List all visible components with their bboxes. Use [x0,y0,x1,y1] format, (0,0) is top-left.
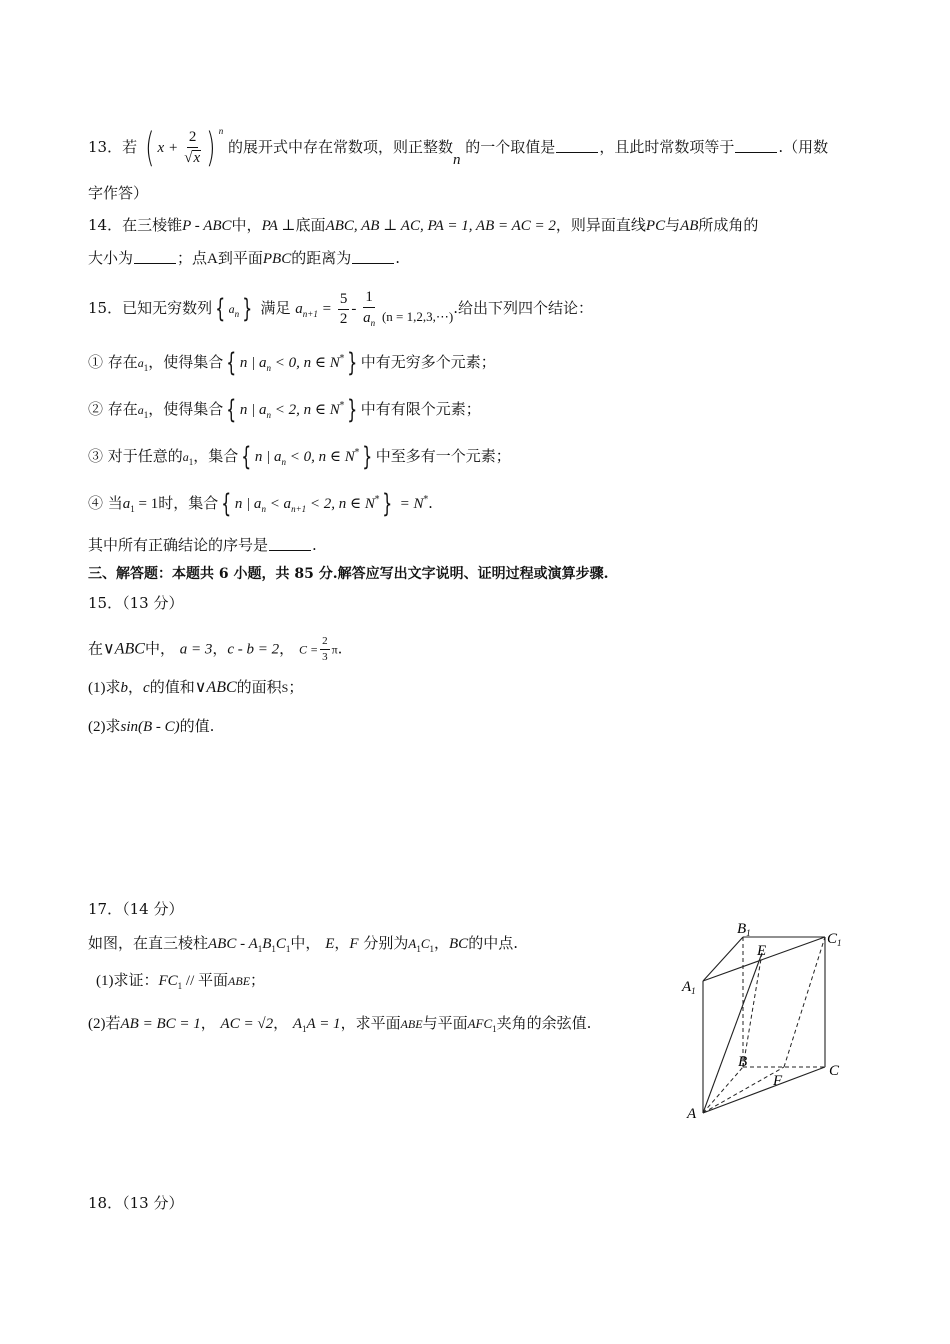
q17-text: (1)求证： [96,973,159,989]
q17-text: 平面 [198,971,229,989]
q16-text: (1)求 [88,680,121,696]
q16-text: 的值. [179,717,215,735]
label-b: B [738,1054,748,1070]
q14-text: 大小为 [88,249,134,267]
set-cond: < 0, n ∈ N [270,355,340,371]
q16-text: . [337,639,343,658]
brace-open: { [221,489,232,519]
q15-condition: (n = 1,2,3,⋯) [381,309,454,324]
q16-math: a = 3 [179,641,213,658]
brace-open: { [226,348,237,378]
c4-math: = N [395,496,424,512]
conclusion-2: ② 存在$a_1$，使得集合 { n | $a_n < 2$, n ∈ N* } 中有有限个元素； [88,395,481,425]
label-a: A [687,1106,697,1122]
q15-end-text: . [312,536,317,554]
brace-close: } [382,489,393,519]
q16-number [88,592,183,614]
frac-num: 2 [187,130,199,148]
q17-math: AB = BC = 1 [120,1016,201,1032]
a1: a [137,356,144,370]
q14-text: 中， [231,216,262,234]
q17-text: ； [250,971,266,989]
q17-math: ABE [228,974,251,988]
q17-math: A = 1 [306,1016,341,1032]
q13-text-4: ，且此时常数项等于 [599,138,735,156]
q18-num-text: 18．（13 分） [88,1194,184,1212]
q14-text: ，则异面直线 [555,216,646,234]
edge-be-hidden [743,953,762,1067]
a1: a [182,450,189,464]
q16-part2 [88,715,214,738]
q14-text: 底面 [295,216,326,234]
q13-text-3: 的一个取值是 [465,138,556,156]
q13-text: 若 [122,138,138,156]
q16-math: b [120,680,128,696]
q16-text: ； [288,678,304,696]
var-n: n [453,152,461,168]
plus-sign: + [168,140,178,156]
c4-text: . [428,494,433,512]
section3-heading [88,563,608,585]
answer-blank[interactable] [134,249,176,264]
q16-text: 的面积 [236,678,282,696]
q17-text: (2)若 [88,1016,121,1032]
minus-sign: - [351,301,357,317]
q16-math: C = [298,642,319,657]
q16-text: ， [128,678,144,696]
conclusion-1: ① 存在$a_1$，使得集合 { n | $a_n < 0$, n ∈ N* } 中有无穷多个元素； [88,348,496,378]
q17-text: ， [434,934,450,952]
prism-figure [675,915,855,1125]
q13-number: 13． [88,138,123,156]
q15-stem: 15．已知无穷数列 { $a_n$ } 满足 $a_{n+1}$ = $\frac{5}{2}$ - $\frac{1}{a_n}$ (n = 1,2,3,⋯).给出下列四个结论： [88,289,593,328]
set-cond: < 2, n ∈ N [306,496,375,512]
q16-text: 的值和 [149,678,195,696]
brace-close: } [362,442,373,472]
q17-text: 的中点. [468,934,518,952]
q14-math: AB [680,218,699,234]
edge-fc1-hidden [784,937,825,1067]
fraction-5-2 [338,292,350,327]
label-b1: $B_1$ [737,921,751,938]
q14-text: 与 [665,216,681,234]
recurrence-lhs: a [295,301,303,317]
answer-blank[interactable] [556,138,598,153]
c1-text: 中有无穷多个元素； [360,353,496,371]
edge-ab-hidden [703,1067,743,1113]
left-paren: ( [145,125,155,171]
label-a1: $A_1$ [682,979,696,996]
frac-den: a [363,310,371,326]
right-paren: ) [206,125,216,171]
set-cond: < 2, n ∈ N [270,402,340,418]
q14-text: 14．在三棱锥 [88,216,183,234]
q18-number [88,1192,183,1214]
label-c: C [829,1063,840,1079]
answer-blank[interactable] [352,249,394,264]
brace-close: } [347,395,358,425]
c4-text: 时，集合 [158,494,219,512]
q14-text: 到平面 [217,249,263,267]
q17-stem: 如图，在直三棱柱ABC - $A_1B_1C_1$中， E，F 分别为$A_1C_1$，BC的中点. [88,934,518,954]
q17-part2: (2)若AB = BC = 1， AC = √2， $A_1A = 1$，求平面ABE与平面$AFC_1$夹角的余弦值. [88,1014,592,1034]
q17-text: 夹角的余弦值. [496,1014,592,1032]
q15-end [88,534,317,556]
q13-text-6: 字作答） [88,184,149,202]
q16-text: (2)求 [88,719,121,735]
triangle-abc: ∨ABC [194,679,237,696]
q14-math: PBC [262,251,292,267]
q17-text: ， [200,1014,216,1032]
q17-math: AFC [467,1016,493,1031]
q14-math: PC [645,218,666,234]
var-x: x [157,140,165,156]
brace-close: } [242,294,253,324]
q17-text: 分别为 [363,934,409,952]
q14-text: . [395,249,401,267]
q17-text: 与平面 [422,1014,468,1032]
q14-text: 所成角的 [698,216,759,234]
q16-math: sin(B - C) [120,719,180,735]
q17-math: ABE [400,1017,423,1031]
c2-text: 中有有限个元素； [360,400,481,418]
conclusion-3: ③ 对于任意的$a_1$，集合 { n | $a_n < 0$, n ∈ N* } 中至多有一个元素； [88,442,511,472]
frac-num: 1 [363,290,375,308]
c4-text: ④ 当 [88,494,123,512]
q13-text-2: 的展开式中存在常数项，则正整数 [228,138,454,156]
sqrt-x: x [193,150,201,166]
q14-math: P - ABC [182,218,232,234]
q16-text: ， [279,639,295,658]
q16-math: c - b = 2 [227,641,280,658]
q17-math: AC = √2 [220,1016,274,1032]
answer-blank[interactable] [735,138,777,153]
q14-line2 [88,247,400,270]
q17-num-text: 17．（14 分） [88,900,184,918]
frac-num: 2 [320,636,330,650]
q17-text: ， [334,934,350,952]
q14-text: ；点 [177,249,208,267]
q14-math: A [207,251,218,267]
c2-text: ② 存在 [88,400,138,418]
edge-ac [703,1067,825,1113]
label-e: E [757,943,767,959]
fraction-2-over-sqrtx: $\frac{2}{√x}$ [184,129,201,166]
c1-text: ① 存在 [88,353,138,371]
q13-line2 [88,182,148,204]
q15-text: .给出下列四个结论： [453,299,593,317]
q16-math: c [143,680,150,696]
q17-math: FC [158,973,178,989]
frac-den: 2 [339,310,348,327]
q14-text: 的距离为 [291,249,352,267]
q16-text: 中， [144,639,175,658]
triangle-abc: ∨ABC [103,640,145,658]
a1: a [137,403,144,417]
frac-den: 3 [322,651,328,663]
q17-part1: (1)求证：$FC_1$ // 平面ABE； [96,971,266,991]
set-n-an: n | a [239,355,267,371]
c1-text: ，使得集合 [148,353,224,371]
q17-math: E [325,936,335,952]
c3-text: ③ 对于任意的 [88,447,183,465]
q17-text: 如图，在直三棱柱 [88,934,209,952]
c2-text: ，使得集合 [148,400,224,418]
set-n-an: n | a [234,496,262,512]
q15-text: 满足 [260,299,291,317]
q16-part1 [88,676,303,699]
q14-math: ABC, AB ⊥ AC, PA = 1, AB = AC = 2 [325,218,556,234]
q17-text: ，求平面 [340,1014,401,1032]
fraction-2-3 [320,636,330,663]
brace-open: { [241,442,252,472]
c3-text: 中至多有一个元素； [375,447,511,465]
brace-close: } [347,348,358,378]
q13-line1 [88,120,828,171]
q16-text: ， [212,639,228,658]
section3-text: 三、解答题：本题共 6 小题，共 85 分.解答应写出文字说明、证明过程或演算步骤. [88,566,609,582]
label-f: F [773,1073,783,1089]
q13-text-5: .（用数 [778,138,829,156]
edge-af-hidden [703,1067,784,1113]
edge-a1b1 [703,937,743,981]
q16-num-text: 15．（13 分） [88,594,184,612]
c4-math: = 1 [134,496,159,512]
set-cond: < 0, n ∈ N [285,449,355,465]
q15-text: 15．已知无穷数列 [88,299,213,317]
seq-a: a [228,302,235,316]
c3-text: ，集合 [193,447,239,465]
brace-open: { [226,395,237,425]
q17-number [88,898,183,920]
q17-text: 中， [290,934,321,952]
label-c1: $C_1$ [827,931,842,948]
q14-line1 [88,214,758,237]
q17-math: BC [449,936,469,952]
q16-stem [88,636,342,663]
q16-text: 在 [88,639,104,658]
q17-math: ABC - A [208,936,258,952]
brace-open: { [215,294,226,324]
answer-blank[interactable] [269,536,311,551]
q17-text: ， [273,1014,289,1032]
set-n-an: n | a [239,402,267,418]
q15-end-text: 其中所有正确结论的序号是 [88,536,269,554]
q17-math: // [182,973,199,989]
equals-sign: = [322,301,332,317]
frac-num: 5 [338,292,350,310]
q16-math: S [281,681,289,695]
pi-symbol: π [331,642,338,657]
exponent-n: n [218,126,224,136]
set-n-an: n | a [254,449,282,465]
a1: a [122,496,131,512]
conclusion-4: ④ 当$a_1 = 1$时，集合 { n | $a_n < a_{n+1} < 2$, n ∈ N* } = N*. [88,489,433,519]
edge-ae [703,953,762,1113]
q14-math: PA ⊥ [261,218,296,234]
fraction-1-an: $\frac{1}{a_n}$ [363,289,376,328]
q17-math: F [349,936,359,952]
